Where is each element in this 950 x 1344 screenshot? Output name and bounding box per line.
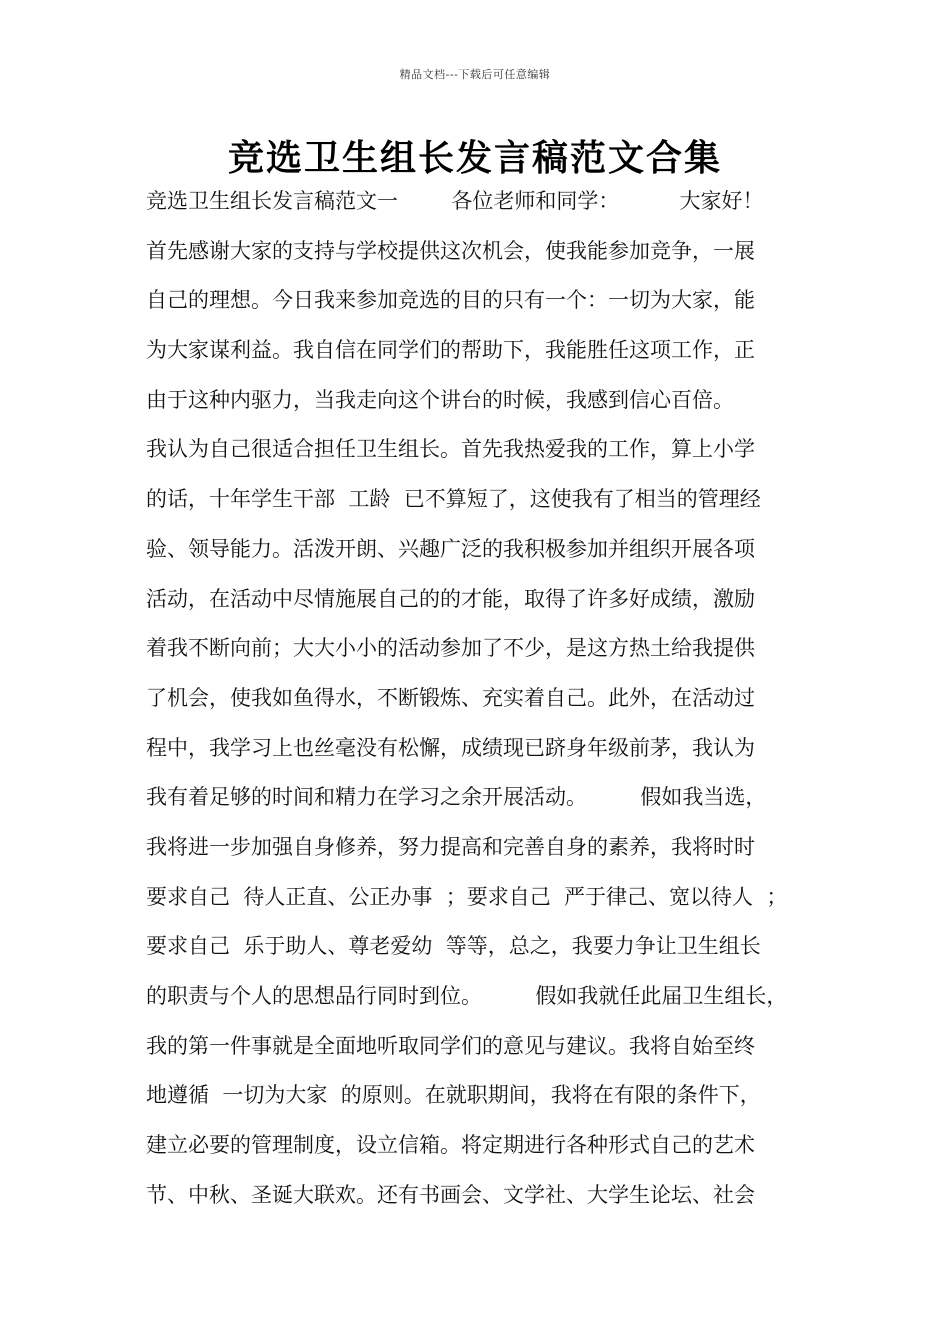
text-line: 我认为自己很适合担任卫生组长。首先我热爱我的工作，算上小学 — [146, 437, 755, 462]
text-line: 我将进一步加强自身修养，努力提高和完善自身的素养，我将时时 — [146, 834, 755, 859]
text-line: 我有着足够的时间和精力在学习之余开展活动。 假如我当选， — [146, 785, 767, 810]
text-line: 我的第一件事就是全面地听取同学们的意见与建议。我将自始至终 — [146, 1033, 755, 1058]
document-body — [146, 186, 826, 1229]
text-line: 节、中秋、圣诞大联欢。还有书画会、文学社、大学生论坛、社会 — [146, 1182, 755, 1207]
text-line: 程中，我学习上也丝毫没有松懈，成绩现已跻身年级前茅，我认为 — [146, 735, 755, 760]
text-line: 的话，十年学生干部 工龄 已不算短了，这使我有了相当的管理经 — [146, 487, 761, 512]
text-line: 首先感谢大家的支持与学校提供这次机会，使我能参加竞争，一展 — [146, 238, 755, 263]
text-line: 地遵循 一切为大家 的原则。在就职期间，我将在有限的条件下， — [146, 1083, 761, 1108]
text-line: 建立必要的管理制度，设立信箱。将定期进行各种形式自己的艺术 — [146, 1133, 755, 1158]
page-header: 精品文档---下载后可任意编辑 — [399, 68, 551, 81]
text-line: 自己的理想。今日我来参加竞选的目的只有一个：一切为大家，能 — [146, 288, 755, 313]
text-line: 验、领导能力。活泼开朗、兴趣广泛的我积极参加并组织开展各项 — [146, 536, 755, 561]
text-line: 的职责与个人的思想品行同时到位。 假如我就任此届卫生组长， — [146, 984, 788, 1008]
text-line: 为大家谋利益。我自信在同学们的帮助下，我能胜任这项工作，正 — [146, 338, 755, 363]
text-line: 要求自己 待人正直、公正办事 ；要求自己 严于律己、宽以待人 ； — [146, 884, 788, 909]
text-line: 了机会，使我如鱼得水，不断锻炼、充实着自己。此外，在活动过 — [146, 685, 755, 710]
text-line: 着我不断向前；大大小小的活动参加了不少，是这方热土给我提供 — [146, 636, 755, 661]
document-title: 竞选卫生组长发言稿范文合集 — [227, 137, 722, 179]
text-line: 要求自己 乐于助人、尊老爱幼 等等，总之，我要力争让卫生组长 — [146, 934, 761, 959]
text-line: 竞选卫生组长发言稿范文一 各位老师和同学： 大家好！ — [146, 189, 764, 213]
text-line: 活动，在活动中尽情施展自己的的才能，取得了许多好成绩，激励 — [146, 586, 755, 611]
text-line: 由于这种内驱力，当我走向这个讲台的时候，我感到信心百倍。 — [146, 387, 734, 412]
